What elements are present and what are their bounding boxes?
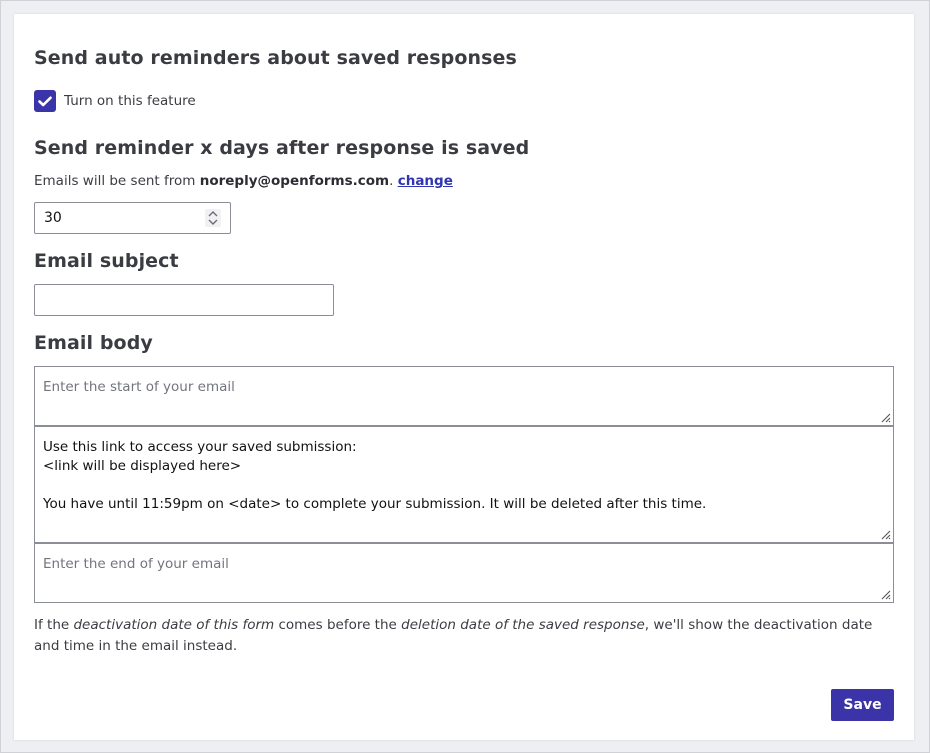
email-body-end-textarea[interactable] <box>34 543 894 603</box>
email-body-fixed-textarea[interactable] <box>34 426 894 543</box>
email-body-start-placeholder: Enter the start of your email <box>43 379 235 395</box>
auto-reminders-heading: Send auto reminders about saved responses <box>34 47 517 69</box>
settings-card <box>14 14 914 740</box>
sender-prefix: Emails will be sent from <box>34 173 200 189</box>
email-body-heading: Email body <box>34 332 153 354</box>
days-value: 30 <box>44 210 62 226</box>
resize-grip-icon[interactable] <box>879 528 891 540</box>
email-subject-heading: Email subject <box>34 250 179 272</box>
note-italic-2: deletion date of the saved response <box>401 617 645 633</box>
checkmark-icon <box>38 96 52 107</box>
sender-email: noreply@openforms.com <box>199 173 390 189</box>
email-subject-input[interactable] <box>34 284 334 316</box>
days-stepper[interactable] <box>205 209 221 227</box>
change-sender-link[interactable]: change <box>397 173 453 189</box>
resize-grip-icon[interactable] <box>879 411 891 423</box>
note-italic-1: deactivation date of this form <box>73 617 275 633</box>
deactivation-note <box>34 615 894 657</box>
resize-grip-icon[interactable] <box>879 588 891 600</box>
days-number-input[interactable] <box>34 202 231 234</box>
note-text-3: , we'll show the deactivation date and time in the email instead. <box>34 617 873 654</box>
feature-checkbox-label[interactable]: Turn on this feature <box>64 93 196 109</box>
chevron-up-icon[interactable] <box>208 211 218 217</box>
feature-toggle-row[interactable] <box>34 90 196 112</box>
note-text-2: comes before the <box>274 617 402 633</box>
save-button[interactable]: Save <box>831 689 894 721</box>
email-body-end-placeholder: Enter the end of your email <box>43 556 229 572</box>
feature-checkbox[interactable] <box>34 90 56 112</box>
chevron-down-icon[interactable] <box>208 219 218 225</box>
email-body-start-textarea[interactable] <box>34 366 894 426</box>
reminder-days-heading: Send reminder x days after response is saved <box>34 137 530 159</box>
note-text-1: If the <box>34 617 74 633</box>
email-body-fixed-text: Use this link to access your saved submission: <link will be displayed here> You have until 11:59pm on <date> to complete your submission. It will be deleted after this time. <box>43 439 707 512</box>
sender-info <box>34 173 453 189</box>
sender-suffix: . <box>389 173 394 189</box>
